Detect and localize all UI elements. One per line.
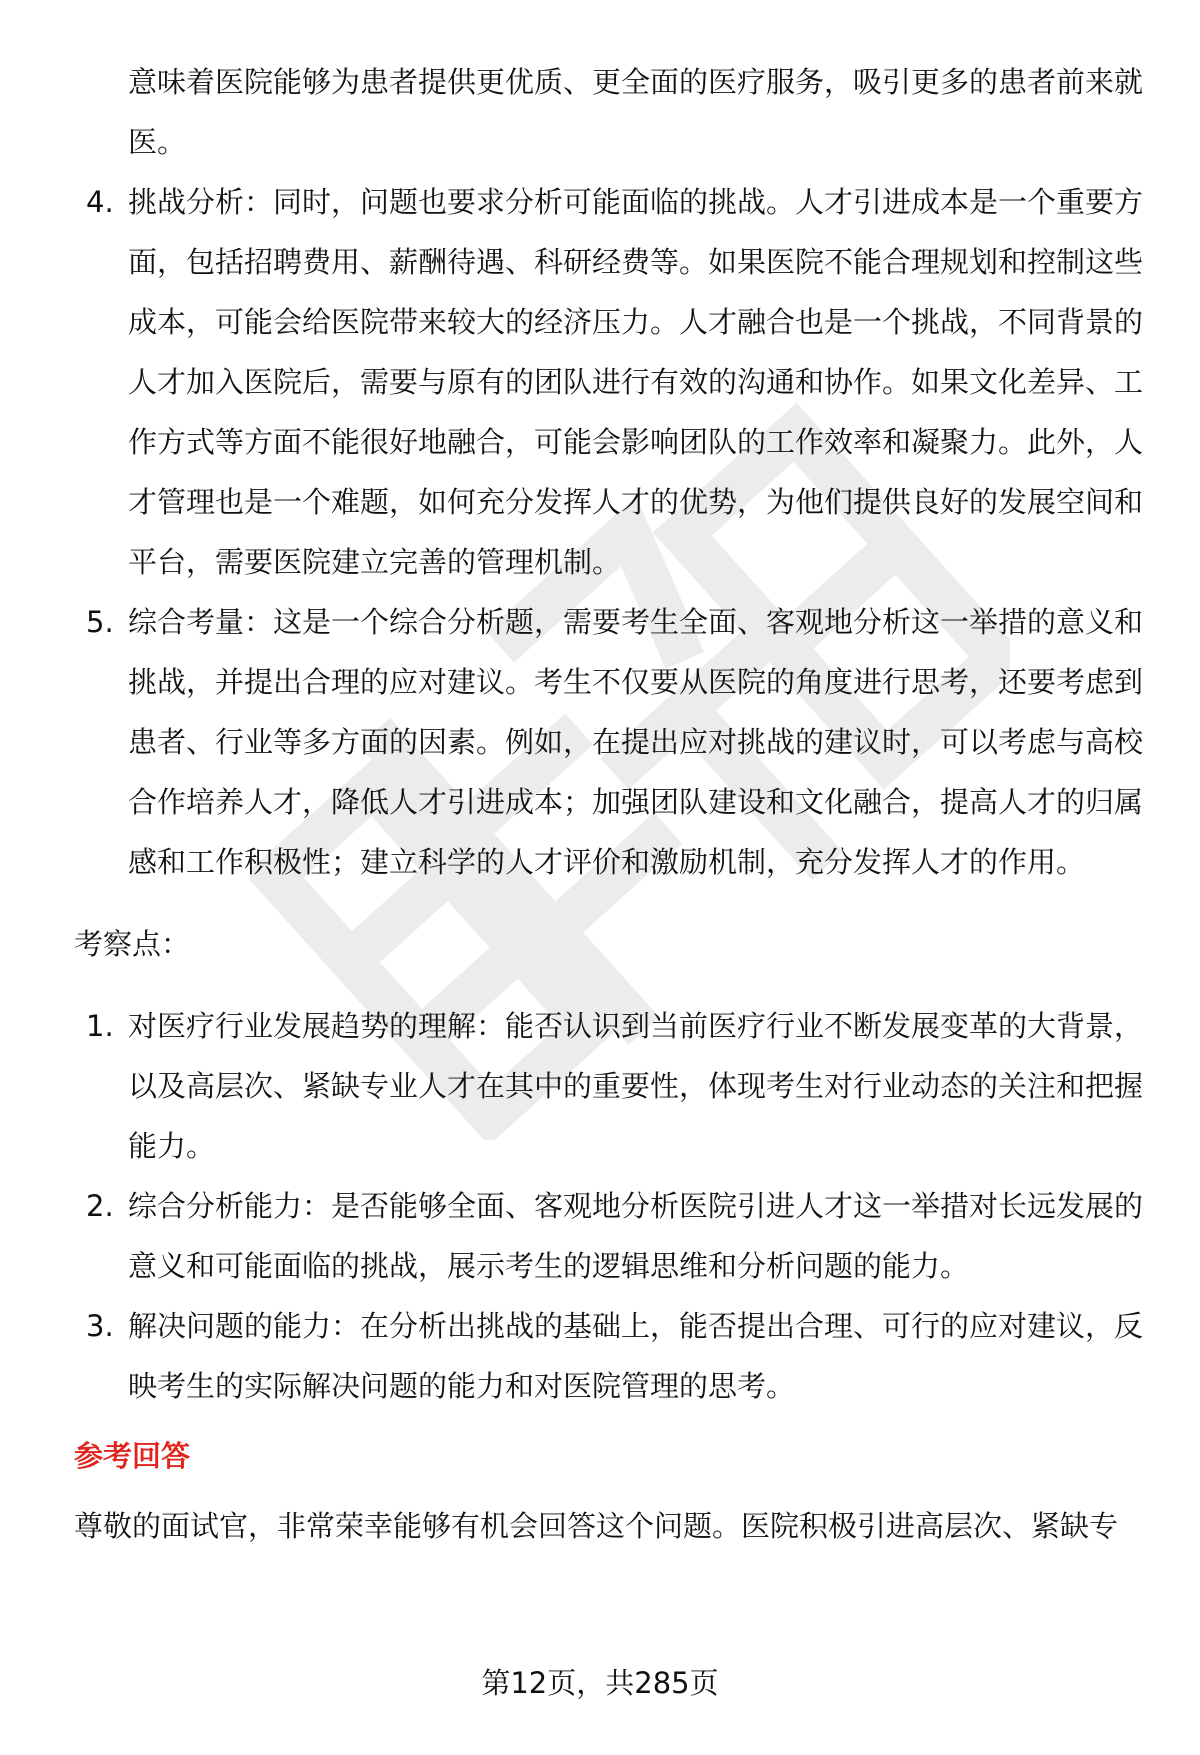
list-number: 4. [86, 185, 114, 219]
continued-paragraph: 意味着医院能够为患者提供更优质、更全面的医疗服务，吸引更多的患者前来就医。 [128, 65, 1144, 159]
list-text: 挑战分析：同时，问题也要求分析可能面临的挑战。人才引进成本是一个重要方面，包括招聘费用、薪酬待遇、科研经费等。如果医院不能合理规划和控制这些成本，可能会给医院带来较大的经济压力。人才融合也是一个挑战，不同背景的人才加入医院后，需要与原有的团队进行有效的沟通和协作。如果文化差异、工作方式等方面不能很好地融合，可能会影响团队的工作效率和凝聚力。此外，人才管理也是一个难题，如何充分发挥人才的优势，为他们提供良好的发展空间和平台，需要医院建立完善的管理机制。 [128, 185, 1144, 579]
list-item [74, 172, 1154, 592]
list-item [74, 996, 1154, 1176]
list-text: 综合考量：这是一个综合分析题，需要考生全面、客观地分析这一举措的意义和挑战，并提出合理的应对建议。考生不仅要从医院的角度进行思考，还要考虑到患者、行业等多方面的因素。例如，在提出应对挑战的建议时，可以考虑与高校合作培养人才，降低人才引进成本；加强团队建设和文化融合，提高人才的归属感和工作积极性；建立科学的人才评价和激励机制，充分发挥人才的作用。 [128, 605, 1144, 879]
examination-list [74, 996, 1154, 1416]
list-item [74, 1176, 1154, 1296]
list-text: 综合分析能力：是否能够全面、客观地分析医院引进人才这一举措对长远发展的意义和可能面临的挑战，展示考生的逻辑思维和分析问题的能力。 [128, 1189, 1144, 1283]
page-number: 第12页，共285页 [481, 1666, 719, 1700]
document-body [74, 52, 1154, 1556]
reference-answer-title: 参考回答 [74, 1439, 191, 1473]
list-text: 对医疗行业发展趋势的理解：能否认识到当前医疗行业不断发展变革的大背景，以及高层次、紧缺专业人才在其中的重要性，体现考生对行业动态的关注和把握能力。 [128, 1009, 1144, 1163]
list-item [74, 1296, 1154, 1416]
list-number: 2. [86, 1189, 114, 1223]
examination-heading: 考察点： [74, 927, 191, 961]
reference-answer-text: 尊敬的面试官，非常荣幸能够有机会回答这个问题。医院积极引进高层次、紧缺专 [74, 1509, 1119, 1543]
list-number: 3. [86, 1309, 114, 1343]
list-item [74, 592, 1154, 892]
list-text: 解决问题的能力：在分析出挑战的基础上，能否提出合理、可行的应对建议，反映考生的实际解决问题的能力和对医院管理的思考。 [128, 1309, 1144, 1403]
analysis-list [74, 172, 1154, 892]
list-number: 5. [86, 605, 114, 639]
list-number: 1. [86, 1009, 114, 1043]
